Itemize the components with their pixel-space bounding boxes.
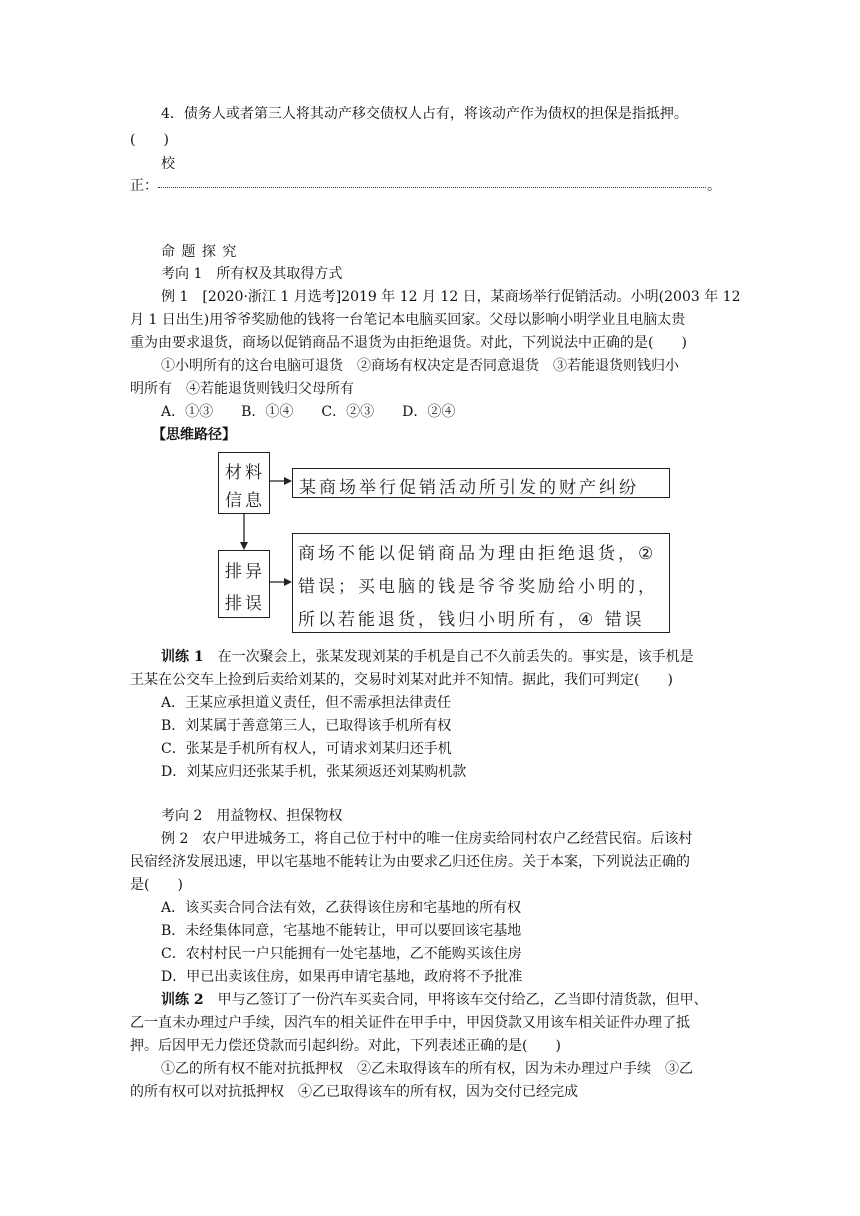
direction-2-heading: 考向 2 用益物权、担保物权 bbox=[161, 808, 343, 824]
training-2-statements-2: 的所有权可以对抗抵押权 ④乙已取得该车的所有权，因为交付已经完成 bbox=[130, 1084, 578, 1100]
arrow-right-icon bbox=[270, 474, 292, 488]
training-2-label: 训练 2 bbox=[161, 992, 204, 1008]
question-4: 4．债务人或者第三人将其动产移交债权人占有，将该动产作为债权的担保是指抵押。 bbox=[161, 106, 688, 122]
diagram-box-1-line-2: 信息 bbox=[225, 491, 265, 511]
thinking-path-heading: 【思维路径】 bbox=[152, 427, 236, 443]
example-2-line-3: 是( ) bbox=[130, 877, 183, 893]
example-1-line-3: 重为由要求退货，商场以促销商品不退货为由拒绝退货。对此，下列说法中正确的是( ) bbox=[130, 335, 687, 351]
example-1-line-1: 例 1 [2020·浙江 1 月选考]2019 年 12 月 12 日，某商场举行促销活动。小明(2003 年 12 bbox=[161, 289, 741, 305]
training-1-line-2: 王某在公交车上捡到后卖给刘某的，交易时刘某对此并不知情。据此，我们可判定( ) bbox=[130, 672, 673, 688]
correction-label-1: 校 bbox=[161, 156, 175, 172]
training-1-line-1 bbox=[161, 647, 694, 667]
direction-1-heading: 考向 1 所有权及其取得方式 bbox=[161, 266, 343, 282]
diagram-result-1-text: 某商场举行促销活动所引发的财产纠纷 bbox=[299, 478, 639, 498]
diagram-result-2 bbox=[292, 533, 670, 633]
diagram-box-exclude-errors bbox=[218, 550, 270, 618]
training-2-line-1 bbox=[161, 990, 708, 1010]
example-1-statements-2: 明所有 ④若能退货则钱归父母所有 bbox=[130, 381, 354, 397]
example-1-line-2: 月 1 日出生)用爷爷奖励他的钱将一台笔记本电脑买回家。父母以影响小明学业且电脑太贵 bbox=[130, 312, 686, 328]
diagram-box-1-line-1: 材料 bbox=[225, 463, 265, 483]
correction-label-2: 正： bbox=[130, 178, 158, 194]
diagram-result-2-line-2: 错误；买电脑的钱是爷爷奖励给小明的， bbox=[298, 577, 658, 597]
arrow-right-icon bbox=[270, 575, 292, 589]
training-1-option-a: A．王某应承担道义责任，但不需承担法律责任 bbox=[161, 695, 452, 711]
example-2-option-c: C．农村村民一户只能拥有一处宅基地，乙不能购买该住房 bbox=[161, 946, 522, 962]
example-2-option-b: B．未经集体同意，宅基地不能转让，甲可以要回该宅基地 bbox=[161, 923, 522, 939]
diagram-box-2-line-2: 排误 bbox=[225, 594, 265, 614]
answer-paren: ( ) bbox=[130, 132, 169, 148]
arrow-down-icon bbox=[238, 514, 250, 550]
diagram-box-2-line-1: 排异 bbox=[225, 562, 265, 582]
training-2-line-1-text: 甲与乙签订了一份汽车买卖合同，甲将该车交付给乙，乙当即付清货款，但甲、 bbox=[203, 992, 708, 1008]
training-1-option-d: D．刘某应归还张某手机，张某须返还刘某购机款 bbox=[161, 764, 467, 780]
example-2-option-d: D．甲已出卖该住房，如果再申请宅基地，政府将不予批准 bbox=[161, 969, 523, 985]
training-2-line-2: 乙一直未办理过户手续，因汽车的相关证件在甲手中，甲因贷款又用该车相关证件办理了抵 bbox=[130, 1015, 690, 1031]
example-2-line-2: 民宿经济发展迅速，甲以宅基地不能转让为由要求乙归还住房。关于本案，下列说法正确的 bbox=[130, 854, 690, 870]
diagram-result-2-line-3: 所以若能退货，钱归小明所有，④ 错误 bbox=[298, 610, 645, 630]
section-title: 命 题 探 究 bbox=[161, 244, 238, 260]
example-1-options: A．①③ B．①④ C．②③ D．②④ bbox=[161, 404, 456, 420]
training-2-line-3: 押。后因甲无力偿还贷款而引起纠纷。对此，下列表述正确的是( ) bbox=[130, 1038, 561, 1054]
example-2-option-a: A．该买卖合同合法有效，乙获得该住房和宅基地的所有权 bbox=[161, 900, 522, 916]
example-2-line-1: 例 2 农户甲进城务工，将自己位于村中的唯一住房卖给同村农户乙经营民宿。后该村 bbox=[161, 831, 693, 847]
training-1-option-c: C．张某是手机所有权人，可请求刘某归还手机 bbox=[161, 741, 452, 757]
training-1-label: 训练 1 bbox=[161, 649, 204, 665]
correction-end: 。 bbox=[707, 178, 721, 194]
correction-dotted-line bbox=[158, 187, 706, 188]
example-1-statements-1: ①小明所有的这台电脑可退货 ②商场有权决定是否同意退货 ③若能退货则钱归小 bbox=[161, 358, 679, 374]
diagram-result-1 bbox=[292, 468, 670, 498]
diagram-box-material-info bbox=[218, 452, 270, 514]
training-1-option-b: B．刘某属于善意第三人，已取得该手机所有权 bbox=[161, 718, 452, 734]
training-2-statements-1: ①乙的所有权不能对抗抵押权 ②乙未取得该车的所有权，因为未办理过户手续 ③乙 bbox=[161, 1061, 693, 1077]
training-1-line-1-text: 在一次聚会上，张某发现刘某的手机是自己不久前丢失的。事实是，该手机是 bbox=[203, 649, 694, 665]
diagram-result-2-line-1: 商场不能以促销商品为理由拒绝退货，② bbox=[298, 544, 657, 564]
